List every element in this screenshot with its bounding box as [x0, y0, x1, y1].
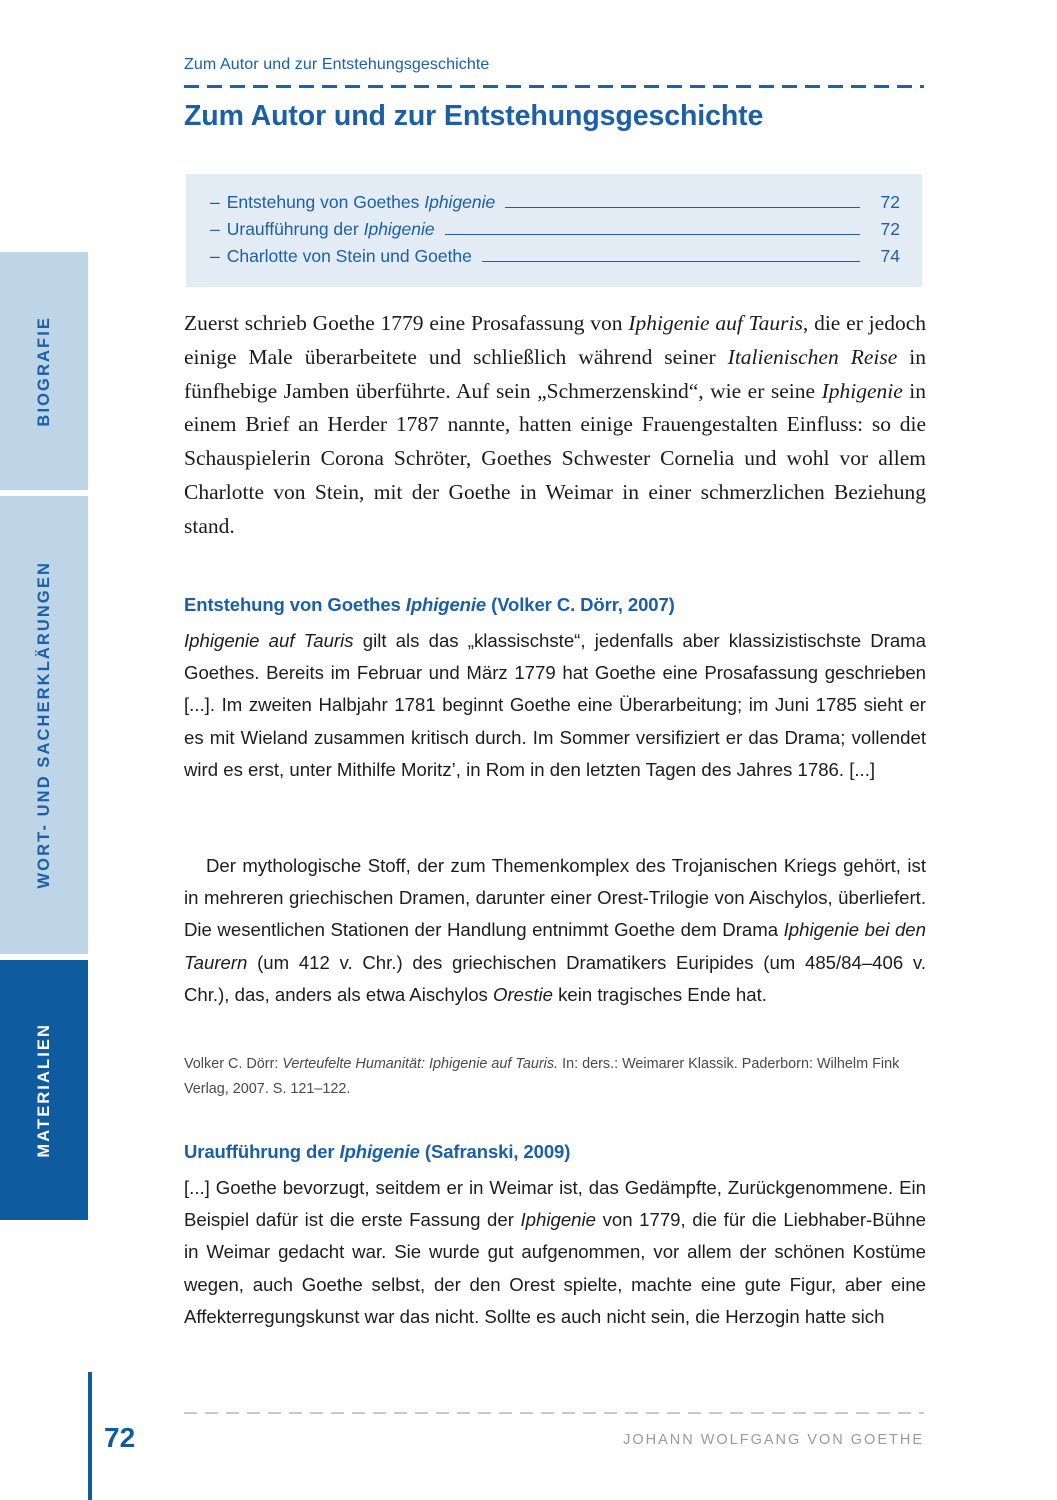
toc-item[interactable]	[186, 244, 922, 269]
toc-leader-line	[505, 207, 860, 208]
toc-item-label: Entstehung von Goethes Iphigenie	[226, 192, 496, 212]
toc-leader-line	[482, 261, 860, 262]
sidebar-tab-label: MATERIALIEN	[34, 1022, 53, 1158]
doerr-paragraph-1: Iphigenie auf Tauris gilt als das „klassischste“, jedenfalls aber klassizistischste Drama Goethes. Bereits im Februar und März 1779 hat Goethe eine Prosafassung geschrieben [...]. Im zweiten Halbjahr 1781 beginnt Goethe eine Überarbeitung; im Juni 1785 sieht er es mit Wieland zusammen kritisch durch. Im Sommer versifiziert er das Drama; vollendet wird es erst, unter Mithilfe Moritz’, in Rom in den letzten Tagen des Jahres 1786. [...]	[184, 630, 926, 780]
subheading-entstehung: Entstehung von Goethes Iphigenie (Volker C. Dörr, 2007)	[184, 594, 675, 615]
page-title: Zum Autor und zur Entstehungsgeschichte	[184, 100, 764, 132]
sidebar-tab-label: BIOGRAFIE	[34, 315, 53, 427]
sidebar-tab-wort-und-sacherklaerungen[interactable]	[0, 496, 88, 954]
toc-page-number: 72	[880, 192, 900, 212]
source-citation-doerr: Volker C. Dörr: Verteufelte Humanität: Iphigenie auf Tauris. In: ders.: Weimarer Klassik. Paderborn: Wilhelm Fink Verlag, 2007. S. 121–122.	[184, 1056, 900, 1097]
sidebar-tab-label: WORT- UND SACHERKLÄRUNGEN	[34, 561, 53, 889]
toc-item[interactable]	[186, 217, 922, 242]
footer-author-name: JOHANN WOLFGANG VON GOETHE	[623, 1432, 924, 1448]
toc-dash: –	[210, 219, 220, 239]
page-number: 72	[104, 1422, 136, 1453]
safranski-paragraph-1: [...] Goethe bevorzugt, seitdem er in Weimar ist, das Gedämpfte, Zurückgenommene. Ein Beispiel dafür ist die erste Fassung der Iphigenie von 1779, die für die Liebhaber-Bühne in Weimar gedacht war. Sie wurde gut aufgenommen, vor allem der schönen Kostüme wegen, auch Goethe selbst, der den Orest spielte, machte eine gute Figur, aber eine Affekterregungskunst war das nicht. Sollte es auch nicht sein, die Herzogin hatte sich	[184, 1177, 926, 1327]
toc-leader-line	[445, 234, 860, 235]
header-dashed-rule	[184, 85, 924, 88]
sidebar-tab-materialien[interactable]	[0, 960, 88, 1220]
toc-page-number: 72	[880, 219, 900, 239]
toc-dash: –	[210, 192, 220, 212]
sidebar-tab-biografie[interactable]	[0, 252, 88, 490]
toc-dash: –	[210, 246, 220, 266]
toc-item[interactable]	[186, 190, 922, 215]
section-contents-box	[186, 174, 922, 287]
subheading-urauffuehrung: Uraufführung der Iphigenie (Safranski, 2009)	[184, 1141, 571, 1162]
spine-accent-bar	[88, 1372, 92, 1500]
doerr-paragraph-2: Der mythologische Stoff, der zum Themenkomplex des Trojanischen Kriegs gehört, ist in mehreren griechischen Dramen, darunter einer Orest-Trilogie von Aischylos, überliefert. Die wesentlichen Stationen der Handlung entnimmt Goethe dem Drama Iphigenie bei den Taurern (um 412 v. Chr.) des griechischen Dramatikers Euripides (um 485/84–406 v. Chr.), das, anders als etwa Aischylos Orestie kein tragisches Ende hat.	[184, 855, 926, 1005]
running-head: Zum Autor und zur Entstehungsgeschichte	[184, 56, 490, 73]
intro-paragraph: Zuerst schrieb Goethe 1779 eine Prosafassung von Iphigenie auf Tauris, die er jedoch einige Male überarbeitete und schließlich während seiner Italienischen Reise in fünfhebige Jamben überführte. Auf sein „Schmerzenskind“, wie er seine Iphigenie in einem Brief an Herder 1787 nannte, hatten einige Frauengestalten Einfluss: so die Schauspielerin Corona Schröter, Goethes Schwester Cornelia und wohl vor allem Charlotte von Stein, mit der Goethe in Weimar in einer schmerzlichen Beziehung stand.	[184, 311, 926, 538]
toc-item-label: Uraufführung der Iphigenie	[226, 219, 435, 239]
toc-page-number: 74	[880, 246, 900, 266]
footer-dashed-rule	[184, 1412, 924, 1414]
toc-item-label: Charlotte von Stein und Goethe	[226, 246, 472, 266]
